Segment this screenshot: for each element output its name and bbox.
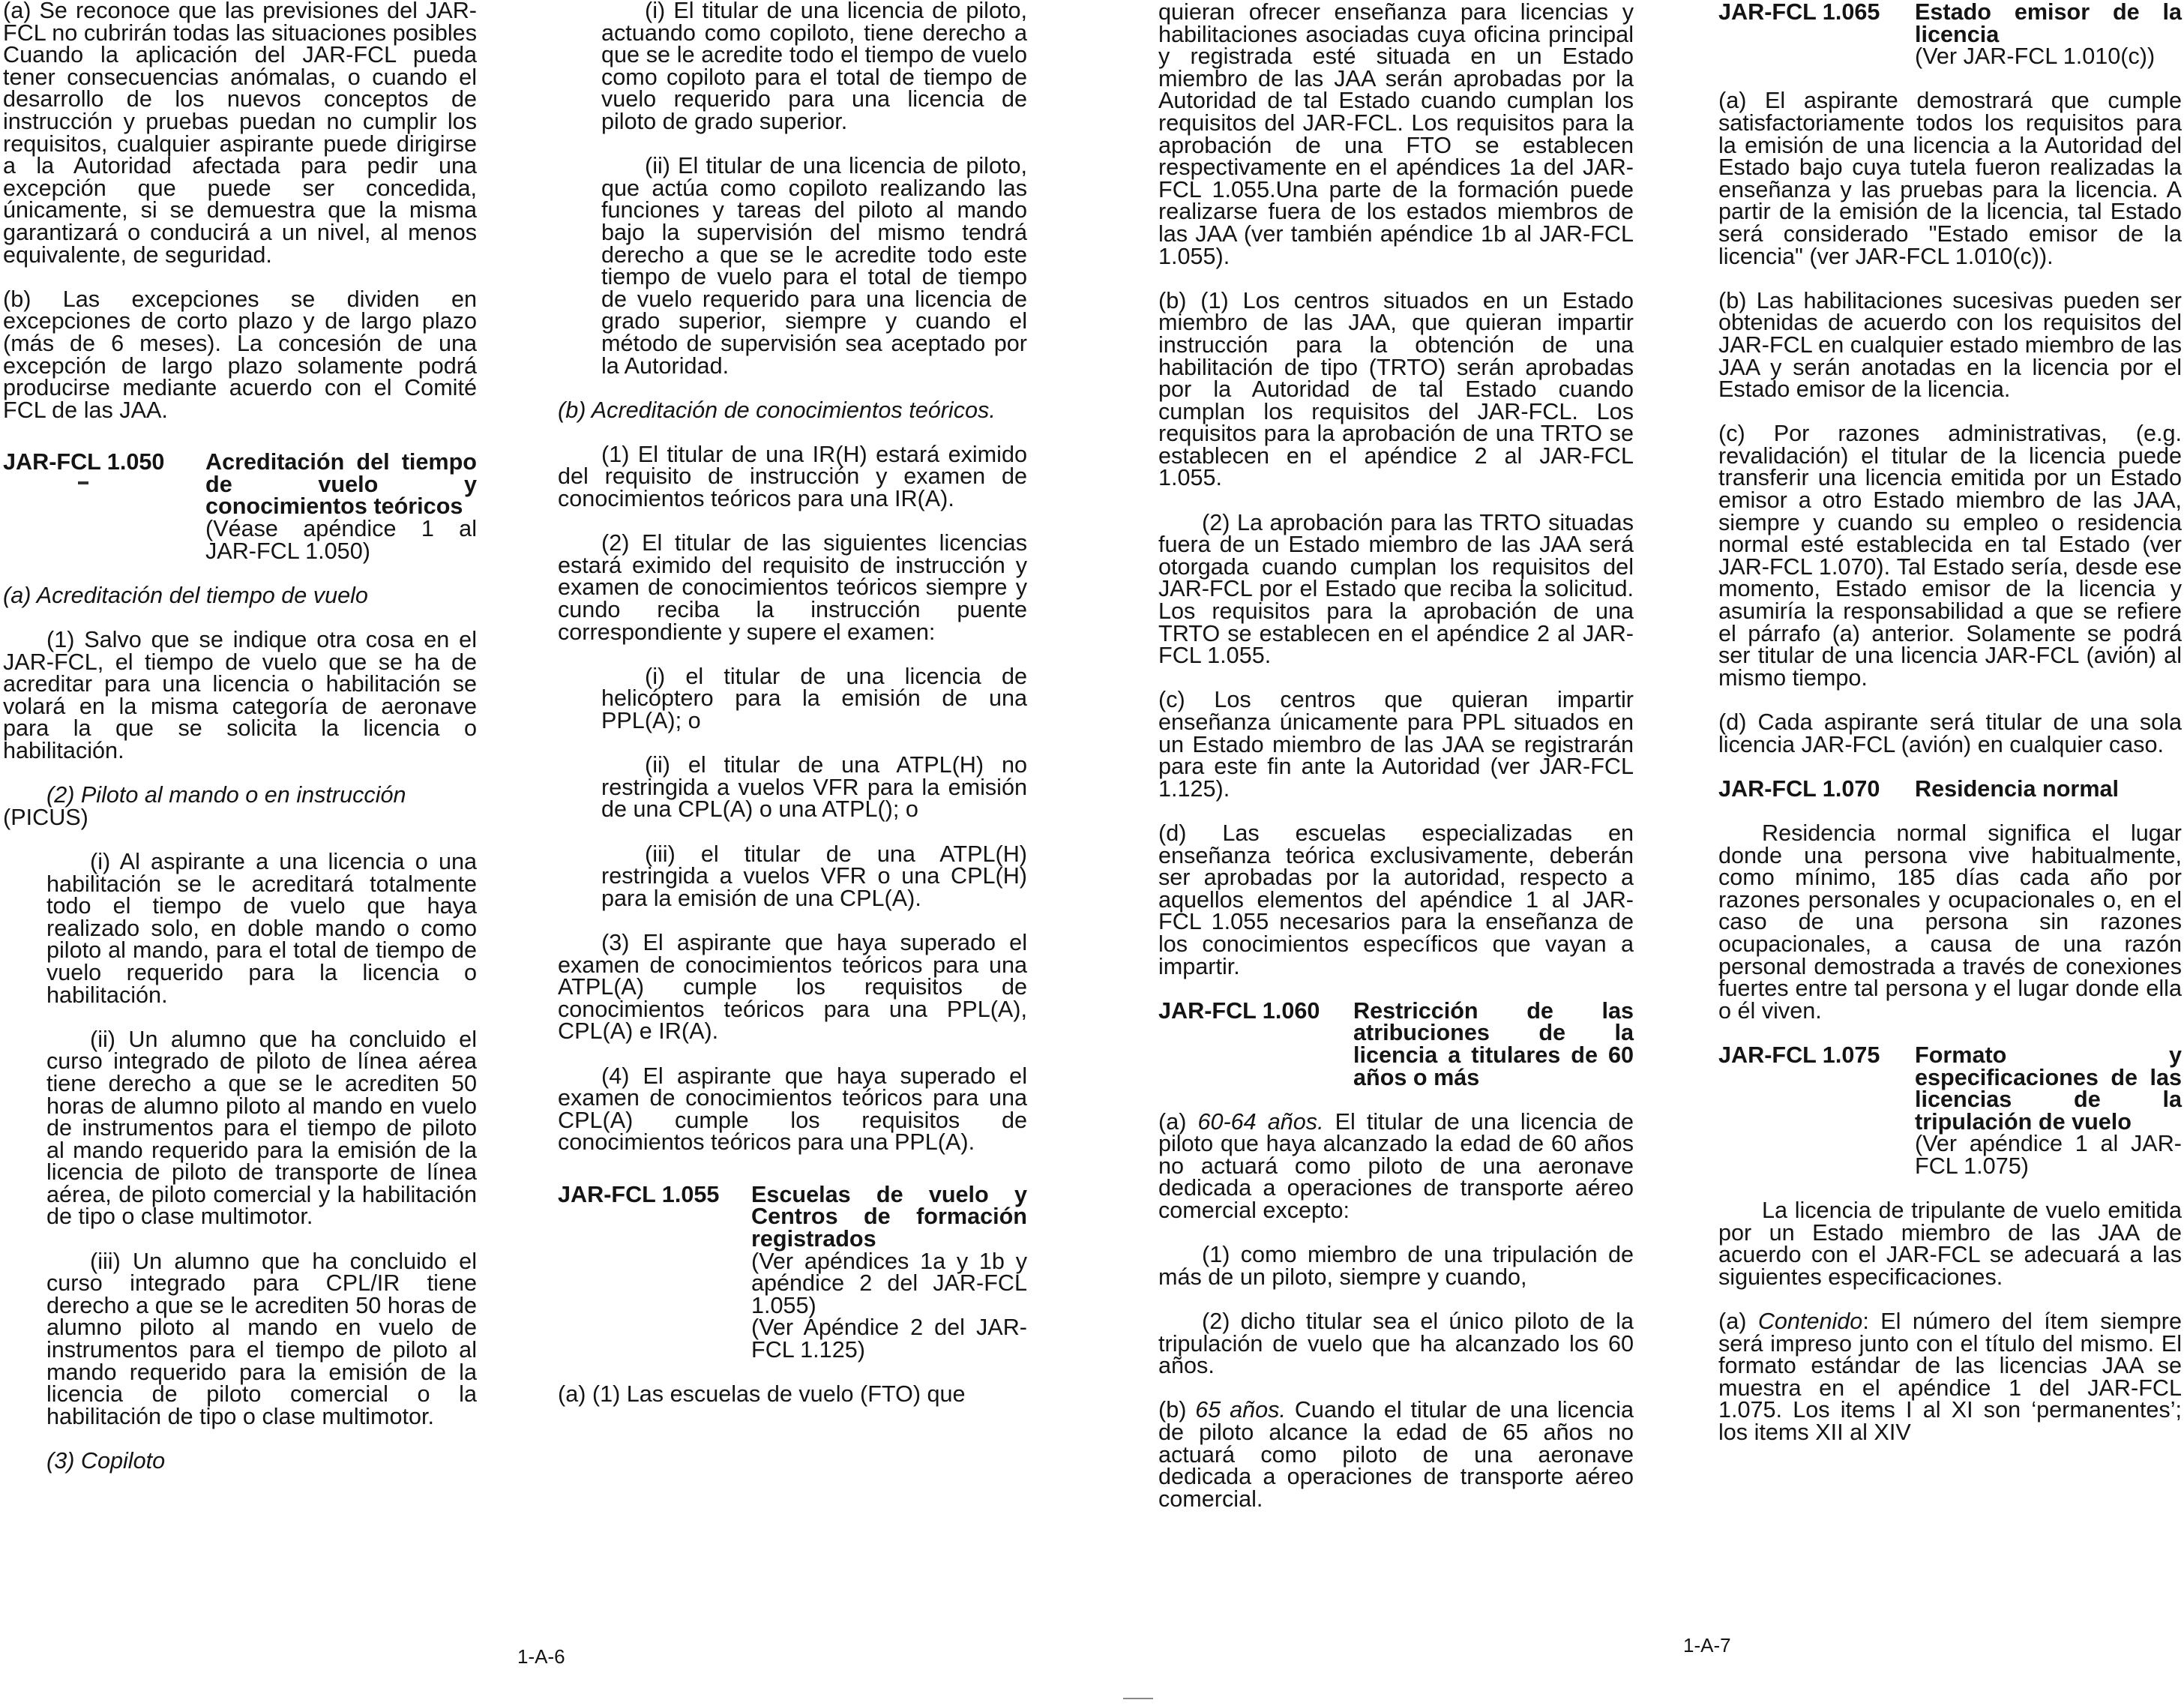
- paragraph-b-ratings: (b) Las habilitaciones sucesivas pueden ser obtenidas de acuerdo con los requisitos del JAR-FCL en cualquier estado miembro de las JAA y serán anotadas en la licencia por el Estado emisor de la licencia.: [1718, 287, 2182, 403]
- section-reference: (Véase apéndice 1 al JAR-FCL 1.050): [205, 516, 477, 564]
- section-title: Estado emisor de la licencia: [1915, 0, 2182, 47]
- section-title: Acreditación del tiempo de vuelo y conocimientos teóricos: [205, 449, 477, 520]
- section-reference: (Ver apéndices 1a y 1b y apéndice 2 del JAR-FCL 1.055): [751, 1248, 1027, 1318]
- paragraph-b1-trto: (b) (1) Los centros situados en un Estado miembro de las JAA, que quieran impartir instrucción para la obtención de una habilitación de tipo (TRTO) serán aprobadas por la Autoridad de tal Estado cuando cumplan los requisitos del JAR-FCL. Los requisitos para la aprobación de una TRTO se establecen en el apéndice 2 al JAR-FCL 1.055.: [1158, 287, 1634, 491]
- emphasis: 60-64 años.: [1197, 1108, 1324, 1135]
- paragraph-copilot-ii: (ii) El titular de una licencia de piloto, que actúa como copiloto realizando las funciones y tareas del piloto al mando bajo la supervisión del mismo tendrá derecho a que se le acredite todo este tiempo de vuelo para el total de tiempo de vuelo requerido para una licencia de grado superior, siempre y cuando el método de supervisión sea aceptado por la Autoridad.: [601, 153, 1027, 379]
- item-marker: (a): [1718, 1309, 1758, 1335]
- paragraph-text: : El número del ítem siempre será impreso junto con el título del mismo. El formato estándar de las licencias JAA se muestra en el apéndice 1 del JAR-FCL 1.075. Los items I al XI son ‘permanentes’; los items XII al XIV: [1718, 1309, 2183, 1445]
- paragraph-license-format: La licencia de tripulante de vuelo emitida por un Estado miembro de las JAA de acuerdo con el JAR-FCL se adecuará a las siguientes especificaciones.: [1718, 1198, 2182, 1290]
- page-number-right: 1-A-7: [1683, 1634, 1731, 1657]
- subsection-2-heading-cont: (PICUS): [3, 804, 88, 830]
- paragraph-text: El titular de una licencia de piloto que haya alcanzado la edad de 60 años no actuará como piloto de una aeronave dedicada a operaciones de transporte aéreo comercial excepto:: [1158, 1108, 1634, 1224]
- section-title: Restricción de las atribuciones de la licencia a titulares de 60 años o más: [1353, 997, 1634, 1090]
- section-number: JAR-FCL 1.055: [558, 1181, 720, 1207]
- paragraph-b-65: [1158, 1399, 1634, 1510]
- paragraph-a1-fto: (a) (1) Las escuelas de vuelo (FTO) que: [558, 1381, 966, 1408]
- paragraph-b2-i: (i) el titular de una licencia de helicóptero para la emisión de una PPL(A); o: [601, 663, 1027, 733]
- paragraph-i: (i) Al aspirante a una licencia o una habilitación se le acreditará totalmente todo el tiempo de vuelo que haya realizado solo, en doble mando o como piloto al mando, para el total de tiempo de vuelo requerido para la licencia o habilitación.: [46, 848, 477, 1008]
- scan-speck: [78, 481, 88, 484]
- paragraph-b2-iii: (iii) el titular de una ATPL(H) restringida a vuelos VFR o una CPL(H) para la emisión de una CPL(A).: [601, 841, 1027, 911]
- subsection-a-heading: (a) Acreditación del tiempo de vuelo: [3, 582, 368, 608]
- paragraph-1: (1) Salvo que se indique otra cosa en el JAR-FCL, el tiempo de vuelo que se ha de acreditar para una licencia o habilitación se volará en la misma categoría de aeronave para la que se solicita la licencia o habilitación.: [3, 627, 477, 763]
- column-3: [1158, 1, 1634, 1533]
- section-heading-body: [1915, 775, 2182, 802]
- paragraph-1-crew: (1) como miembro de una tripulación de más de un piloto, siempre y cuando,: [1158, 1242, 1634, 1290]
- subsection-3-heading: (3) Copiloto: [46, 1448, 166, 1474]
- section-reference: (Ver apéndice 1 al JAR-FCL 1.075): [1915, 1131, 2182, 1179]
- item-marker: (b): [1158, 1397, 1196, 1423]
- paragraph-d-single-license: (d) Cada aspirante será titular de una sola licencia JAR-FCL (avión) en cualquier caso.: [1718, 709, 2182, 757]
- section-number: JAR-FCL 1.070: [1718, 775, 1880, 802]
- paragraph-copilot-i: (i) El titular de una licencia de piloto, actuando como copiloto, tiene derecho a que se le acredite todo el tiempo de vuelo como copiloto para el total de tiempo de vuelo requerido para una licencia de piloto de grado superior.: [601, 0, 1027, 134]
- paragraph-b2-trto: (2) La aprobación para las TRTO situadas fuera de un Estado miembro de las JAA será otorgada cuando cumplan los requisitos del JAR-FCL por el Estado que reciba la solicitud. Los requisitos para la aprobación de una TRTO se establecen en el apéndice 2 al JAR-FCL 1.055.: [1158, 509, 1634, 669]
- section-number: JAR-FCL 1.065: [1718, 0, 1880, 25]
- section-heading-body: [1915, 1042, 2182, 1179]
- paragraph-a-issuer: (a) El aspirante demostrará que cumple satisfactoriamente todos los requisitos para la emisión de una licencia a la Autoridad del Estado bajo cuya tutela fueron realizadas la enseñanza y las pruebas para la licencia. A partir de la emisión de la licencia, tal Estado será considerado "Estado emisor de la licencia" (ver JAR-FCL 1.010(c)).: [1718, 88, 2182, 269]
- paragraph-b2-ii: (ii) el titular de una ATPL(H) no restringida a vuelos VFR para la emisión de una CPL(A) o una ATPL(); o: [601, 752, 1027, 823]
- column-4: [1718, 1, 2182, 1466]
- paragraph-2-crew: (2) dicho titular sea el único piloto de la tripulación de vuelo que ha alcanzado los 60 años.: [1158, 1309, 1634, 1379]
- section-title: Escuelas de vuelo y Centros de formación registrados: [751, 1181, 1027, 1252]
- paragraph-b1: (1) El titular de una IR(H) estará eximido del requisito de instrucción y examen de conocimientos teóricos para una IR(A).: [558, 441, 1027, 512]
- section-1050-heading: [3, 451, 477, 562]
- paragraph-b2: (2) El titular de las siguientes licencias estará eximido del requisito de instrucción y examen de conocimientos teóricos siempre y cundo reciba la instrucción puente correspondiente y supere el examen:: [558, 530, 1027, 645]
- paragraph-text: Cuando el titular de una licencia de piloto alcance la edad de 65 años no actuará como piloto de una aeronave dedicada a operaciones de transporte aéreo comercial.: [1158, 1397, 1634, 1512]
- paragraph-c-transfer: (c) Por razones administrativas, (e.g. revalidación) el titular de la licencia puede transferir una licencia emitida por un Estado emisor a otro Estado miembro de las JAA, siempre y cuando su empleo o residencia normal esté establecida en tal Estado (ver JAR-FCL 1.070). Tal Estado sería, desde ese momento, Estado emisor de la licencia y asumiría la responsabilidad a que se refiere el párrafo (a) anterior. Solamente se podrá ser titular de una licencia JAR-FCL (avión) al mismo tiempo.: [1718, 421, 2182, 691]
- paragraph-iii: (iii) Un alumno que ha concluido el curso integrado para CPL/IR tiene derecho a que se le acrediten 50 horas de alumno piloto al mando en vuelo de instrumentos para el tiempo de piloto al mando requerido para la emisión de la licencia de piloto comercial o la habilitación de tipo o clase multimotor.: [46, 1248, 477, 1429]
- paragraph-b3: (3) El aspirante que haya superado el examen de conocimientos teóricos para una ATPL(A) cumple los requisitos de conocimientos teóricos para una PPL(A), CPL(A) e IR(A).: [558, 929, 1027, 1045]
- paragraph-ii: (ii) Un alumno que ha concluido el curso integrado de piloto de línea aérea tiene derecho a que se le acrediten 50 horas de alumno piloto al mando en vuelo de instrumentos para el tiempo de piloto al mando requerido para la emisión de la licencia de piloto de transporte de línea aérea, de piloto comercial y la habilitación de tipo o clase multimotor.: [46, 1026, 477, 1230]
- scan-speck: [1123, 1698, 1153, 1699]
- paragraph-a-content: [1718, 1311, 2182, 1444]
- paragraph-d-schools: (d) Las escuelas especializadas en enseñanza teórica exclusivamente, deberán ser aprobadas por la autoridad, respecto a aquellos elementos del apéndice 1 al JAR-FCL 1.055 necesarios para la enseñanza de los conocimientos específicos que vayan a impartir.: [1158, 820, 1634, 979]
- section-heading-body: [1915, 1, 2182, 68]
- paragraph-b4: (4) El aspirante que haya superado el examen de conocimientos teóricos para una CPL(A) cumple los requisitos de conocimientos teóricos para una PPL(A).: [558, 1063, 1027, 1156]
- emphasis: 65 años.: [1195, 1397, 1286, 1423]
- section-title: Residencia normal: [1915, 775, 2120, 802]
- paragraph-b-exceptions: (b) Las excepciones se dividen en excepciones de corto plazo y de largo plazo (más de 6 meses). La concesión de una excepción de largo plazo solamente podrá producirse mediante acuerdo con el Comité FCL de las JAA.: [3, 286, 477, 423]
- section-1055-heading: [558, 1181, 1027, 1363]
- paragraph-a-exceptions: (a) Se reconoce que las previsiones del JAR-FCL no cubrirán todas las situaciones posibles Cuando la aplicación del JAR-FCL pueda tener consecuencias anómalas, o cuando el desarrollo de los nuevos conceptos de instrucción y pruebas puedan no cumplir los requisitos, cualquier aspirante puede dirigirse a la Autoridad afectada para pedir una excepción que puede ser concedida, únicamente, si se demuestra que la misma garantizará o conducirá a un nivel, al menos equivalente, de seguridad.: [3, 0, 477, 268]
- paragraph-a-60-64: [1158, 1108, 1634, 1224]
- section-1060-heading: [1158, 997, 1634, 1090]
- section-reference-2: (Ver Apéndice 2 del JAR-FCL 1.125): [751, 1315, 1027, 1363]
- section-number: JAR-FCL 1.050: [3, 449, 165, 475]
- column-1: [3, 0, 477, 1495]
- section-heading-body: [1353, 997, 1634, 1090]
- paragraph-normal-residence: Residencia normal significa el lugar donde una persona vive habitualmente, como mínimo, 185 días cada año por razones personales y ocupacionales o, en el caso de una persona sin razones ocupacionales, a causa de una razón personal demostrada a través de conexiones fuertes entre tal persona y el lugar donde ella o él viven.: [1718, 820, 2182, 1024]
- emphasis: Contenido: [1757, 1309, 1863, 1335]
- section-1065-heading: [1718, 1, 2182, 68]
- section-number: JAR-FCL 1.075: [1718, 1042, 1880, 1068]
- column-2: [558, 0, 1027, 1428]
- paragraph-c-ppl: (c) Los centros que quieran impartir enseñanza únicamente para PPL situados en un Estado miembro de las JAA se registrarán para este fin ante la Autoridad (ver JAR-FCL 1.125).: [1158, 687, 1634, 802]
- section-number: JAR-FCL 1.060: [1158, 997, 1320, 1024]
- item-marker: (a): [1158, 1108, 1198, 1135]
- section-1070-heading: [1718, 775, 2182, 802]
- subsection-b-heading: (b) Acreditación de conocimientos teóricos.: [558, 397, 996, 423]
- page-number-left: 1-A-6: [517, 1645, 565, 1668]
- section-reference: (Ver JAR-FCL 1.010(c)): [1915, 43, 2156, 70]
- subsection-2-heading: (2) Piloto al mando o en instrucción: [46, 782, 406, 808]
- section-heading-body: [751, 1181, 1027, 1363]
- paragraph-fto-cont: quieran ofrecer enseñanza para licencias y habilitaciones asociadas cuya oficina principal y registrada esté situada en un Estado miembro de las JAA serán aprobadas por la Autoridad de tal Estado cuando cumplan los requisitos del JAR-FCL. Los requisitos para la aprobación de una FTO se establecen respectivamente en el apéndices 1a del JAR-FCL 1.055.Una parte de la formación puede realizarse fuera de los estados miembros de las JAA (ver también apéndice 1b al JAR-FCL 1.055).: [1158, 0, 1634, 269]
- section-heading-body: [205, 451, 477, 562]
- section-title: Formato y especificaciones de las licencias de la tripulación de vuelo: [1915, 1042, 2182, 1135]
- section-1075-heading: [1718, 1042, 2182, 1179]
